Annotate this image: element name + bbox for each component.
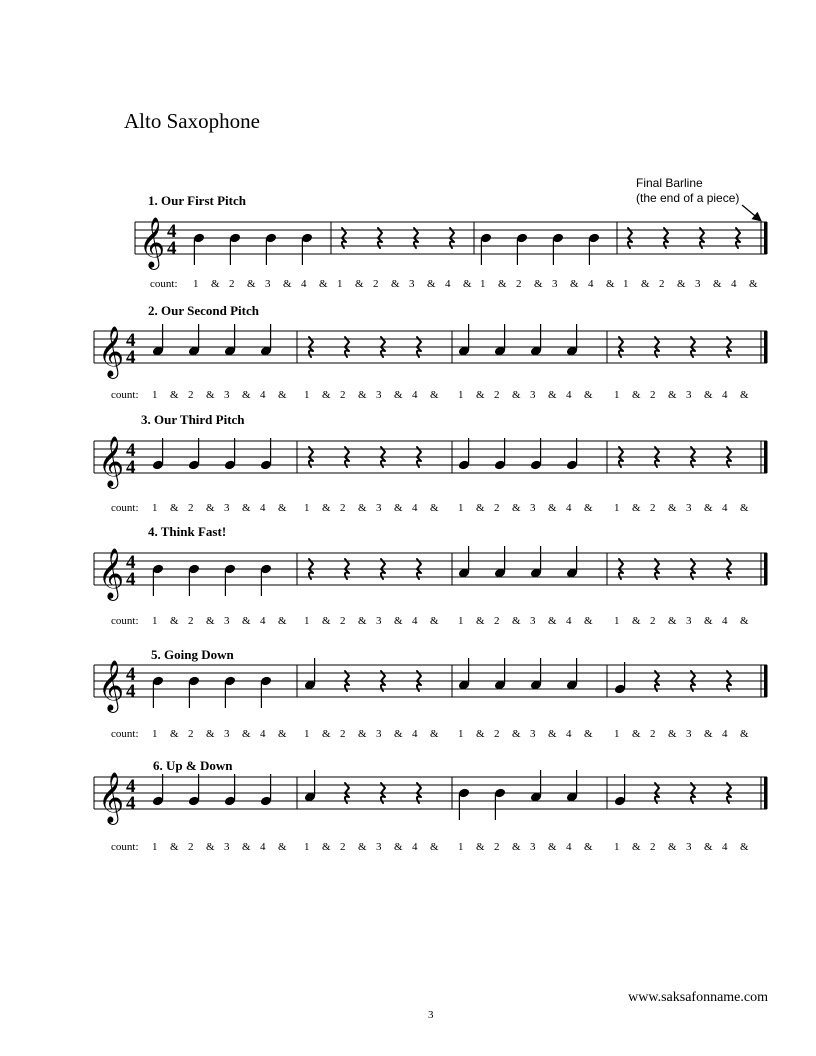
count-beat: 3 [686,615,692,627]
time-signature-bottom: 4 [126,793,136,814]
count-beat: & [476,728,485,740]
time-signature-top: 4 [126,330,136,351]
count-beat: 4 [722,389,728,401]
count-beat: & [740,502,749,514]
time-signature-bottom: 4 [126,681,136,702]
count-beat: & [570,278,579,290]
count-beat: & [430,615,439,627]
count-beat: 4 [412,728,418,740]
count-beat: 4 [260,841,266,853]
count-beat: & [394,389,403,401]
count-beat: & [278,615,287,627]
count-beat: & [206,728,215,740]
count-beat: & [534,278,543,290]
count-beat: & [512,389,521,401]
count-beat: & [358,841,367,853]
count-beat: 4 [722,728,728,740]
count-beat: & [394,728,403,740]
count-beat: 2 [340,728,346,740]
count-beat: 4 [566,502,572,514]
count-beat: 2 [340,502,346,514]
count-beat: 2 [373,278,379,290]
count-beat: & [704,841,713,853]
count-beat: 1 [152,502,158,514]
count-beat: & [322,502,331,514]
time-signature-bottom: 4 [126,457,136,478]
count-beat: 2 [188,502,194,514]
count-beat: & [641,278,650,290]
count-beat: 1 [304,389,310,401]
count-beat: & [355,278,364,290]
exercise-title-1: 1. Our First Pitch [148,193,246,208]
count-beat: 3 [265,278,271,290]
staff-6 [94,770,768,825]
count-beat: 2 [494,389,500,401]
count-beat: 2 [188,841,194,853]
exercise-title-5: 5. Going Down [151,647,234,662]
count-beat: 4 [566,389,572,401]
count-beat: 4 [412,841,418,853]
treble-clef-icon: 𝄞 [139,217,166,268]
final-barline-thick [764,441,768,473]
count-beat: 3 [686,502,692,514]
count-beat: 3 [530,502,536,514]
count-beat: & [394,502,403,514]
count-beat: & [512,841,521,853]
count-beat: 3 [224,728,230,740]
count-beat: & [740,728,749,740]
count-beat: & [430,389,439,401]
final-barline-thick [764,665,768,697]
count-beat: & [632,728,641,740]
count-beat: & [278,728,287,740]
count-label: count: [111,502,139,514]
count-beat: 1 [623,278,629,290]
treble-clef-icon: 𝄞 [98,436,125,487]
count-beat: & [548,728,557,740]
time-signature-top: 4 [167,221,177,242]
count-beat: & [358,728,367,740]
count-beat: 1 [458,841,464,853]
count-beat: 3 [376,615,382,627]
count-beat: & [278,389,287,401]
exercise-title-4: 4. Think Fast! [148,524,227,539]
exercise-title-6: 6. Up & Down [153,758,233,773]
count-beat: & [322,389,331,401]
count-beat: 2 [494,728,500,740]
count-beat: 4 [260,502,266,514]
count-beat: & [170,502,179,514]
count-beat: 2 [494,615,500,627]
count-beat: & [740,615,749,627]
count-beat: & [242,389,251,401]
count-label: count: [111,615,139,627]
treble-clef-icon: 𝄞 [98,548,125,599]
count-beat: 3 [530,728,536,740]
count-beat: 4 [412,502,418,514]
count-beat: & [632,841,641,853]
count-beat: & [322,841,331,853]
count-beat: & [242,841,251,853]
count-beat: & [170,615,179,627]
count-beat: 1 [614,502,620,514]
count-beat: & [606,278,615,290]
count-beat: & [170,389,179,401]
annotation-line-2: (the end of a piece) [636,191,740,205]
count-beat: 3 [376,841,382,853]
page-title: Alto Saxophone [124,109,260,133]
count-label: count: [111,841,139,853]
count-beat: 2 [650,502,656,514]
count-beat: & [498,278,507,290]
count-beat: 3 [530,841,536,853]
count-beat: & [668,502,677,514]
count-beat: 2 [229,278,235,290]
count-beat: & [283,278,292,290]
count-beat: & [476,389,485,401]
count-beat: & [206,615,215,627]
count-beat: 2 [188,615,194,627]
time-signature-top: 4 [126,776,136,797]
count-beat: & [476,502,485,514]
count-beat: & [358,502,367,514]
count-beat: 2 [650,389,656,401]
count-beat: 1 [152,389,158,401]
count-beat: & [242,502,251,514]
count-beat: 2 [188,389,194,401]
count-beat: 3 [224,502,230,514]
count-beat: & [358,389,367,401]
count-beat: & [740,841,749,853]
count-beat: & [677,278,686,290]
count-beat: 2 [340,389,346,401]
count-beat: 1 [152,841,158,853]
count-beat: 4 [722,615,728,627]
count-beat: 1 [614,615,620,627]
count-beat: 2 [650,615,656,627]
count-beat: 4 [445,278,451,290]
count-beat: 1 [458,615,464,627]
count-beat: & [548,389,557,401]
count-beat: & [391,278,400,290]
count-beat: & [713,278,722,290]
count-beat: & [584,615,593,627]
count-beat: & [206,841,215,853]
count-beat: 2 [650,728,656,740]
count-beat: & [548,841,557,853]
count-beat: & [668,728,677,740]
count-beat: 2 [494,502,500,514]
annotation-arrow [742,205,760,220]
count-beat: & [704,615,713,627]
count-beat: & [322,615,331,627]
count-beat: & [584,502,593,514]
count-beat: & [430,502,439,514]
count-beat: 1 [458,728,464,740]
count-beat: & [463,278,472,290]
count-beat: 4 [731,278,737,290]
count-beat: 3 [695,278,701,290]
count-beat: & [548,615,557,627]
count-beat: 3 [224,841,230,853]
count-beat: 1 [480,278,486,290]
count-beat: 4 [722,502,728,514]
count-beat: & [278,841,287,853]
staff-4 [94,546,768,601]
count-label: count: [150,278,178,290]
final-barline-thick [764,553,768,585]
count-beat: 4 [260,615,266,627]
time-signature-bottom: 4 [126,569,136,590]
time-signature-bottom: 4 [126,347,136,368]
treble-clef-icon: 𝄞 [98,660,125,711]
count-beat: 1 [614,389,620,401]
count-beat: 1 [152,728,158,740]
count-beat: & [548,502,557,514]
count-beat: 3 [224,389,230,401]
count-beat: & [668,389,677,401]
count-beat: & [632,389,641,401]
count-beat: 3 [686,841,692,853]
final-barline-thick [764,777,768,809]
count-beat: 3 [686,389,692,401]
count-beat: 4 [566,615,572,627]
count-beat: & [170,841,179,853]
count-beat: 1 [614,728,620,740]
count-beat: & [430,728,439,740]
page-number: 3 [428,1009,434,1021]
count-beat: 1 [614,841,620,853]
count-beat: & [427,278,436,290]
count-beat: & [512,728,521,740]
count-beat: 1 [337,278,343,290]
count-beat: & [206,389,215,401]
count-beat: & [512,502,521,514]
count-beat: 4 [566,728,572,740]
count-beat: & [430,841,439,853]
count-beat: 3 [409,278,415,290]
staff-1 [135,217,768,270]
count-beat: & [322,728,331,740]
count-beat: & [394,615,403,627]
count-beat: 3 [552,278,558,290]
count-beat: & [740,389,749,401]
count-beat: 4 [260,728,266,740]
footer-url: www.saksafonname.com [628,990,768,1005]
count-beat: 4 [260,389,266,401]
count-beat: & [512,615,521,627]
exercise-title-2: 2. Our Second Pitch [148,303,259,318]
count-beat: & [749,278,758,290]
count-beat: & [247,278,256,290]
time-signature-bottom: 4 [167,238,177,259]
count-beat: & [394,841,403,853]
count-beat: 1 [304,728,310,740]
count-beat: 2 [340,615,346,627]
count-beat: 1 [304,841,310,853]
count-beat: & [632,615,641,627]
count-beat: 4 [588,278,594,290]
count-beat: 1 [458,389,464,401]
count-beat: 3 [224,615,230,627]
count-beat: & [704,389,713,401]
count-beat: 2 [188,728,194,740]
count-beat: 2 [659,278,665,290]
count-beat: & [242,615,251,627]
count-beat: & [584,389,593,401]
treble-clef-icon: 𝄞 [98,326,125,377]
staff-2 [94,324,768,379]
count-beat: & [358,615,367,627]
count-beat: & [668,615,677,627]
count-beat: & [704,502,713,514]
time-signature-top: 4 [126,552,136,573]
count-beat: 4 [722,841,728,853]
count-beat: 4 [566,841,572,853]
count-label: count: [111,728,139,740]
count-beat: 4 [412,389,418,401]
count-beat: & [206,502,215,514]
treble-clef-icon: 𝄞 [98,772,125,823]
staff-5 [94,658,768,713]
count-beat: 3 [376,502,382,514]
count-beat: & [584,841,593,853]
count-beat: 2 [494,841,500,853]
count-beat: 3 [530,389,536,401]
count-beat: & [476,841,485,853]
count-beat: 1 [458,502,464,514]
count-beat: 3 [686,728,692,740]
staff-3 [94,436,768,489]
count-beat: & [476,615,485,627]
count-beat: 2 [650,841,656,853]
count-beat: & [278,502,287,514]
count-beat: 2 [516,278,522,290]
time-signature-top: 4 [126,664,136,685]
annotation-line-1: Final Barline [636,176,703,190]
count-beat: 3 [530,615,536,627]
count-beat: & [211,278,220,290]
count-beat: & [704,728,713,740]
final-barline-thick [764,331,768,363]
count-beat: 4 [301,278,307,290]
count-beat: 4 [412,615,418,627]
count-beat: 2 [340,841,346,853]
count-beat: & [668,841,677,853]
count-beat: & [170,728,179,740]
count-beat: 1 [304,502,310,514]
count-label: count: [111,389,139,401]
count-beat: & [632,502,641,514]
count-beat: & [319,278,328,290]
count-beat: & [584,728,593,740]
count-beat: 3 [376,728,382,740]
count-beat: & [242,728,251,740]
time-signature-top: 4 [126,440,136,461]
count-beat: 1 [152,615,158,627]
final-barline-thick [764,222,768,254]
count-beat: 1 [193,278,199,290]
count-beat: 1 [304,615,310,627]
exercise-title-3: 3. Our Third Pitch [141,412,245,427]
count-beat: 3 [376,389,382,401]
